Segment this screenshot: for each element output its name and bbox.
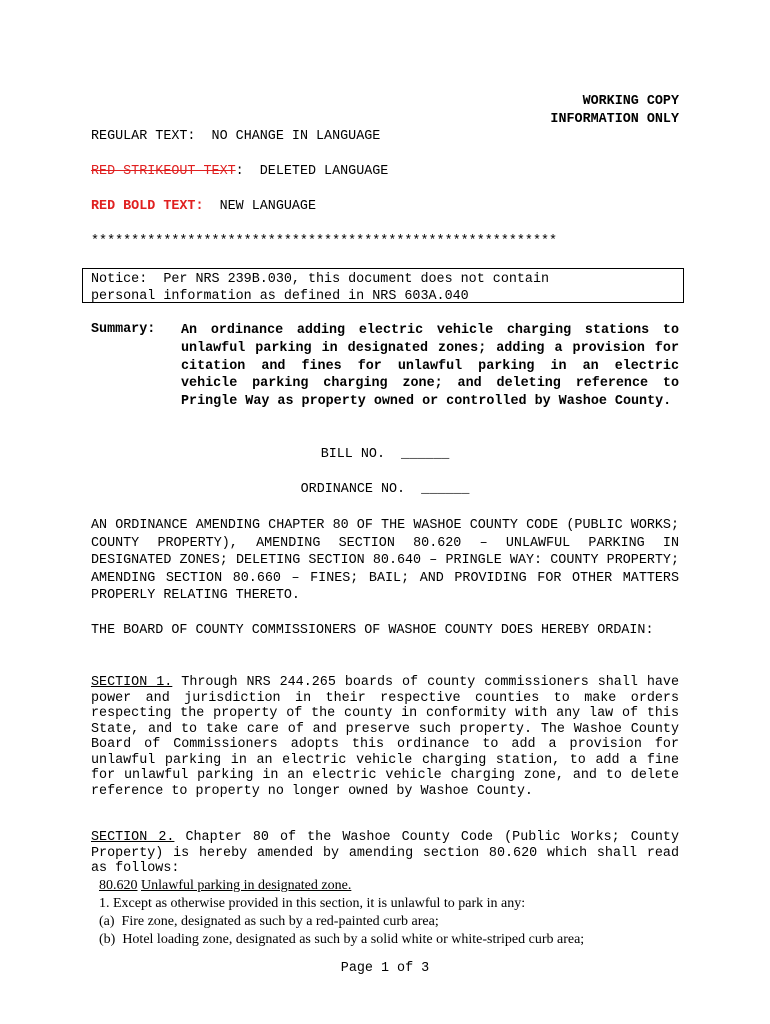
- summary-text: An ordinance adding electric vehicle charging stations to unlawful parking in designated zones; adding a provision for citation and fines for unlawful parking in an electric vehicle parking charging zone; and deleting reference to Pringle Way as property owned or controlled by Washoe County.: [181, 323, 679, 410]
- section-2-text: Chapter 80 of the Washoe County Code (Public Works; County Property) is hereby amended by amending section 80.620 which shall read as follows:: [91, 830, 679, 876]
- header-line-2: INFORMATION ONLY: [550, 112, 679, 127]
- legend-regular-label: REGULAR TEXT:: [91, 129, 196, 144]
- page-number-footer: Page 1 of 3: [340, 961, 430, 976]
- notice-line-2: personal information as defined in NRS 603A.040: [91, 289, 469, 304]
- legend-bold-label: RED BOLD TEXT:: [91, 199, 204, 214]
- section-1-text: Through NRS 244.265 boards of county commissioners shall have power and jurisdiction in their respective counties to make orders respecting the property of the county in conformity with any law of this State, and to take care of and preserve such property. The Washoe County Board of Commissioners adopts this ordinance to add a provision for unlawful parking in an electric vehicle charging station, to add a fine for unlawful parking in an electric vehicle charging zone, and to delete reference to property no longer owned by Washoe County.: [91, 675, 680, 799]
- legend-regular: [91, 129, 380, 144]
- section-2-paragraph: [91, 830, 679, 877]
- legend-bold: [91, 199, 316, 214]
- code-line-3: (b) Hotel loading zone, designated as such by a solid white or white-striped curb area;: [99, 932, 585, 947]
- code-line-2: (a) Fire zone, designated as such by a red-painted curb area;: [99, 914, 439, 929]
- legend-strikeout: RED STRIKEOUT TEXT: DELETED LANGUAGE: [91, 164, 389, 179]
- separator-line: **********************************************************: [91, 234, 558, 249]
- bill-number: BILL NO. ______: [320, 447, 450, 462]
- legend-strikeout-label: RED STRIKEOUT TEXT: [91, 164, 236, 179]
- ordinance-number: ORDINANCE NO. ______: [300, 482, 470, 497]
- ordinance-title-paragraph: AN ORDINANCE AMENDING CHAPTER 80 OF THE WASHOE COUNTY CODE (PUBLIC WORKS; COUNTY PROPERTY), AMENDING SECTION 80.620 – UNLAWFUL PARKING IN DESIGNATED ZONES; DELETING SECTION 80.640 – PRINGLE WAY: COUNTY PROPERTY; AMENDING SECTION 80.660 – FINES; BAIL; AND PROVIDING FOR OTHER MATTERS PROPERLY RELATING THERETO.: [91, 518, 679, 603]
- section-1-label: SECTION 1.: [91, 675, 173, 690]
- legend-bold-desc: NEW LANGUAGE: [219, 199, 317, 214]
- header-line-1: WORKING COPY: [582, 94, 679, 109]
- legend-strikeout-desc: DELETED LANGUAGE: [259, 164, 389, 179]
- working-copy-header: [550, 93, 679, 129]
- summary-label: Summary:: [91, 322, 156, 337]
- legend-regular-desc: NO CHANGE IN LANGUAGE: [211, 129, 381, 144]
- ordain-paragraph: THE BOARD OF COUNTY COMMISSIONERS OF WASHOE COUNTY DOES HEREBY ORDAIN:: [91, 623, 654, 638]
- notice-box: [82, 268, 684, 303]
- code-section-title: Unlawful parking in designated zone.: [141, 878, 352, 893]
- code-section-number: 80.620: [99, 878, 138, 893]
- notice-line-1: Notice: Per NRS 239B.030, this document does not contain: [91, 272, 550, 287]
- section-2-label: SECTION 2.: [91, 830, 175, 845]
- section-1-paragraph: [91, 675, 679, 799]
- code-section-heading: [99, 877, 351, 895]
- code-line-1: 1. Except as otherwise provided in this section, it is unlawful to park in any:: [99, 896, 526, 911]
